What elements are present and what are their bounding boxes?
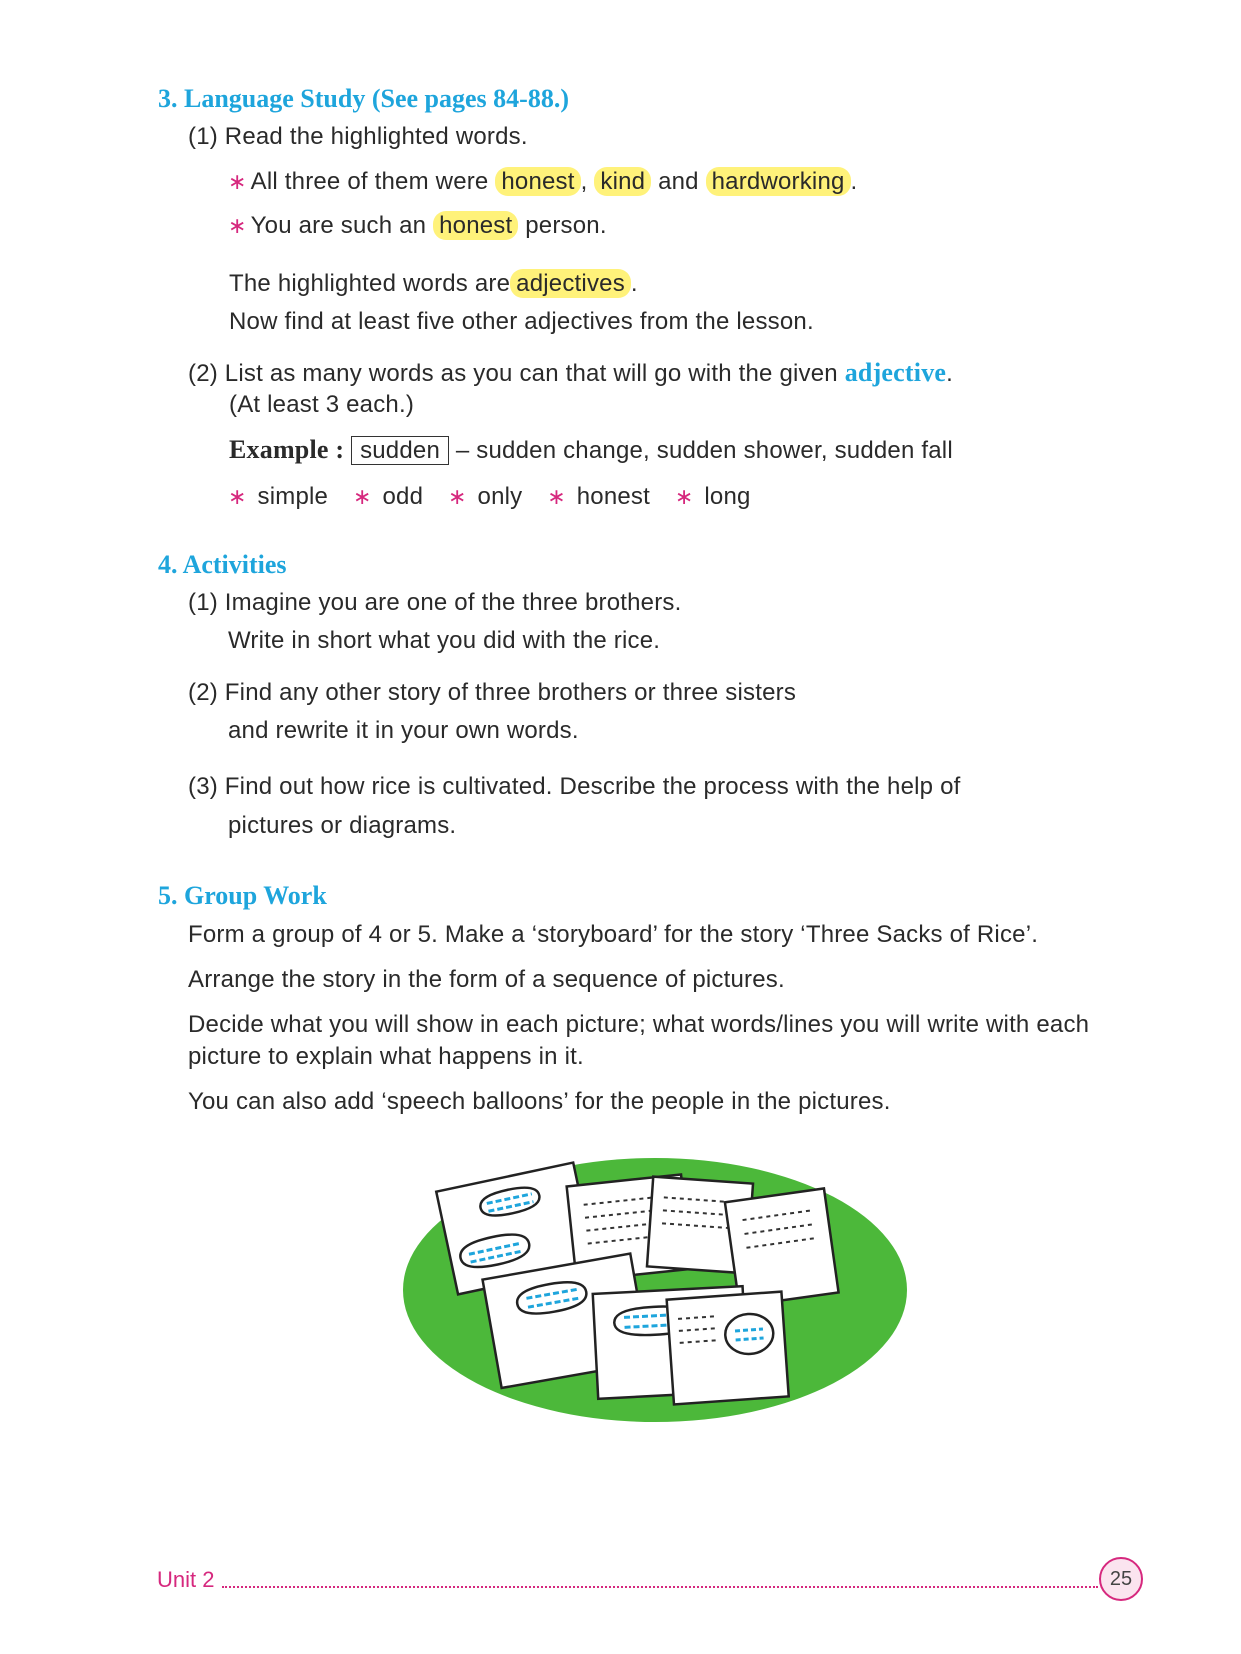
highlight-kind: kind — [594, 167, 651, 196]
highlight-adjectives: adjectives — [510, 269, 631, 298]
activity-1-line-2: Write in short what you did with the rice. — [228, 627, 661, 654]
asterisk-icon: ∗ — [228, 213, 247, 238]
group-work-para-3-line-2: picture to explain what happens in it. — [188, 1043, 584, 1070]
q2-example: Example : sudden – sudden change, sudden shower, sudden fall — [229, 435, 953, 464]
example-word-box: sudden — [351, 436, 449, 465]
q1-prompt: (1) Read the highlighted words. — [188, 123, 528, 150]
footer-dotted-rule — [222, 1586, 1098, 1588]
asterisk-icon: ∗ — [448, 484, 467, 509]
section-5-heading: 5. Group Work — [158, 881, 327, 910]
q1-line-4: Now find at least five other adjectives from the lesson. — [229, 308, 814, 335]
section-3-heading: 3. Language Study (See pages 84-88.) — [158, 84, 569, 113]
q2-word-list — [228, 482, 751, 512]
word-item: odd — [382, 483, 424, 510]
q1-sentence-1: ∗ All three of them were honest , kind and hardworking . — [228, 168, 858, 195]
keyword-adjective: adjective — [844, 358, 947, 387]
activity-3-line-2: pictures or diagrams. — [228, 812, 457, 839]
word-item: long — [704, 483, 751, 510]
q1-line-3: The highlighted words are adjectives . — [229, 270, 638, 297]
example-label: Example : — [229, 435, 345, 464]
section-4-heading: 4. Activities — [158, 550, 287, 579]
activity-1-line-1: (1) Imagine you are one of the three brothers. — [188, 589, 682, 616]
asterisk-icon: ∗ — [352, 484, 372, 509]
highlight-honest-2: honest — [433, 211, 518, 240]
q2-line-2: (At least 3 each.) — [229, 391, 415, 418]
activity-2-line-2: and rewrite it in your own words. — [228, 717, 579, 744]
q2-line-1: (2) List as many words as you can that will go with the given adjective. — [188, 358, 954, 387]
asterisk-icon: ∗ — [228, 484, 247, 509]
word-item: honest — [576, 483, 650, 510]
q1-sentence-2: ∗ You are such an honest person. — [228, 212, 607, 239]
activity-2-line-1: (2) Find any other story of three brothers or three sisters — [188, 679, 797, 706]
footer-unit-label: Unit 2 — [157, 1567, 215, 1592]
activity-3-line-1: (3) Find out how rice is cultivated. Describe the process with the help of — [188, 773, 961, 800]
highlight-honest: honest — [495, 167, 580, 196]
storyboard-illustration — [400, 1155, 910, 1425]
group-work-para-1: Form a group of 4 or 5. Make a ‘storyboard’ for the story ‘Three Sacks of Rice’. — [188, 921, 1039, 948]
asterisk-icon: ∗ — [547, 484, 566, 509]
asterisk-icon: ∗ — [228, 169, 247, 194]
group-work-para-4: You can also add ‘speech balloons’ for the people in the pictures. — [188, 1088, 891, 1115]
word-item: simple — [257, 483, 329, 510]
highlight-hardworking: hardworking — [706, 167, 851, 196]
word-item: only — [477, 483, 523, 510]
group-work-para-3-line-1: Decide what you will show in each picture; what words/lines you will write with each — [188, 1011, 1090, 1038]
asterisk-icon: ∗ — [674, 484, 694, 509]
group-work-para-2: Arrange the story in the form of a sequence of pictures. — [188, 966, 785, 993]
page-number: 25 — [1099, 1557, 1143, 1601]
